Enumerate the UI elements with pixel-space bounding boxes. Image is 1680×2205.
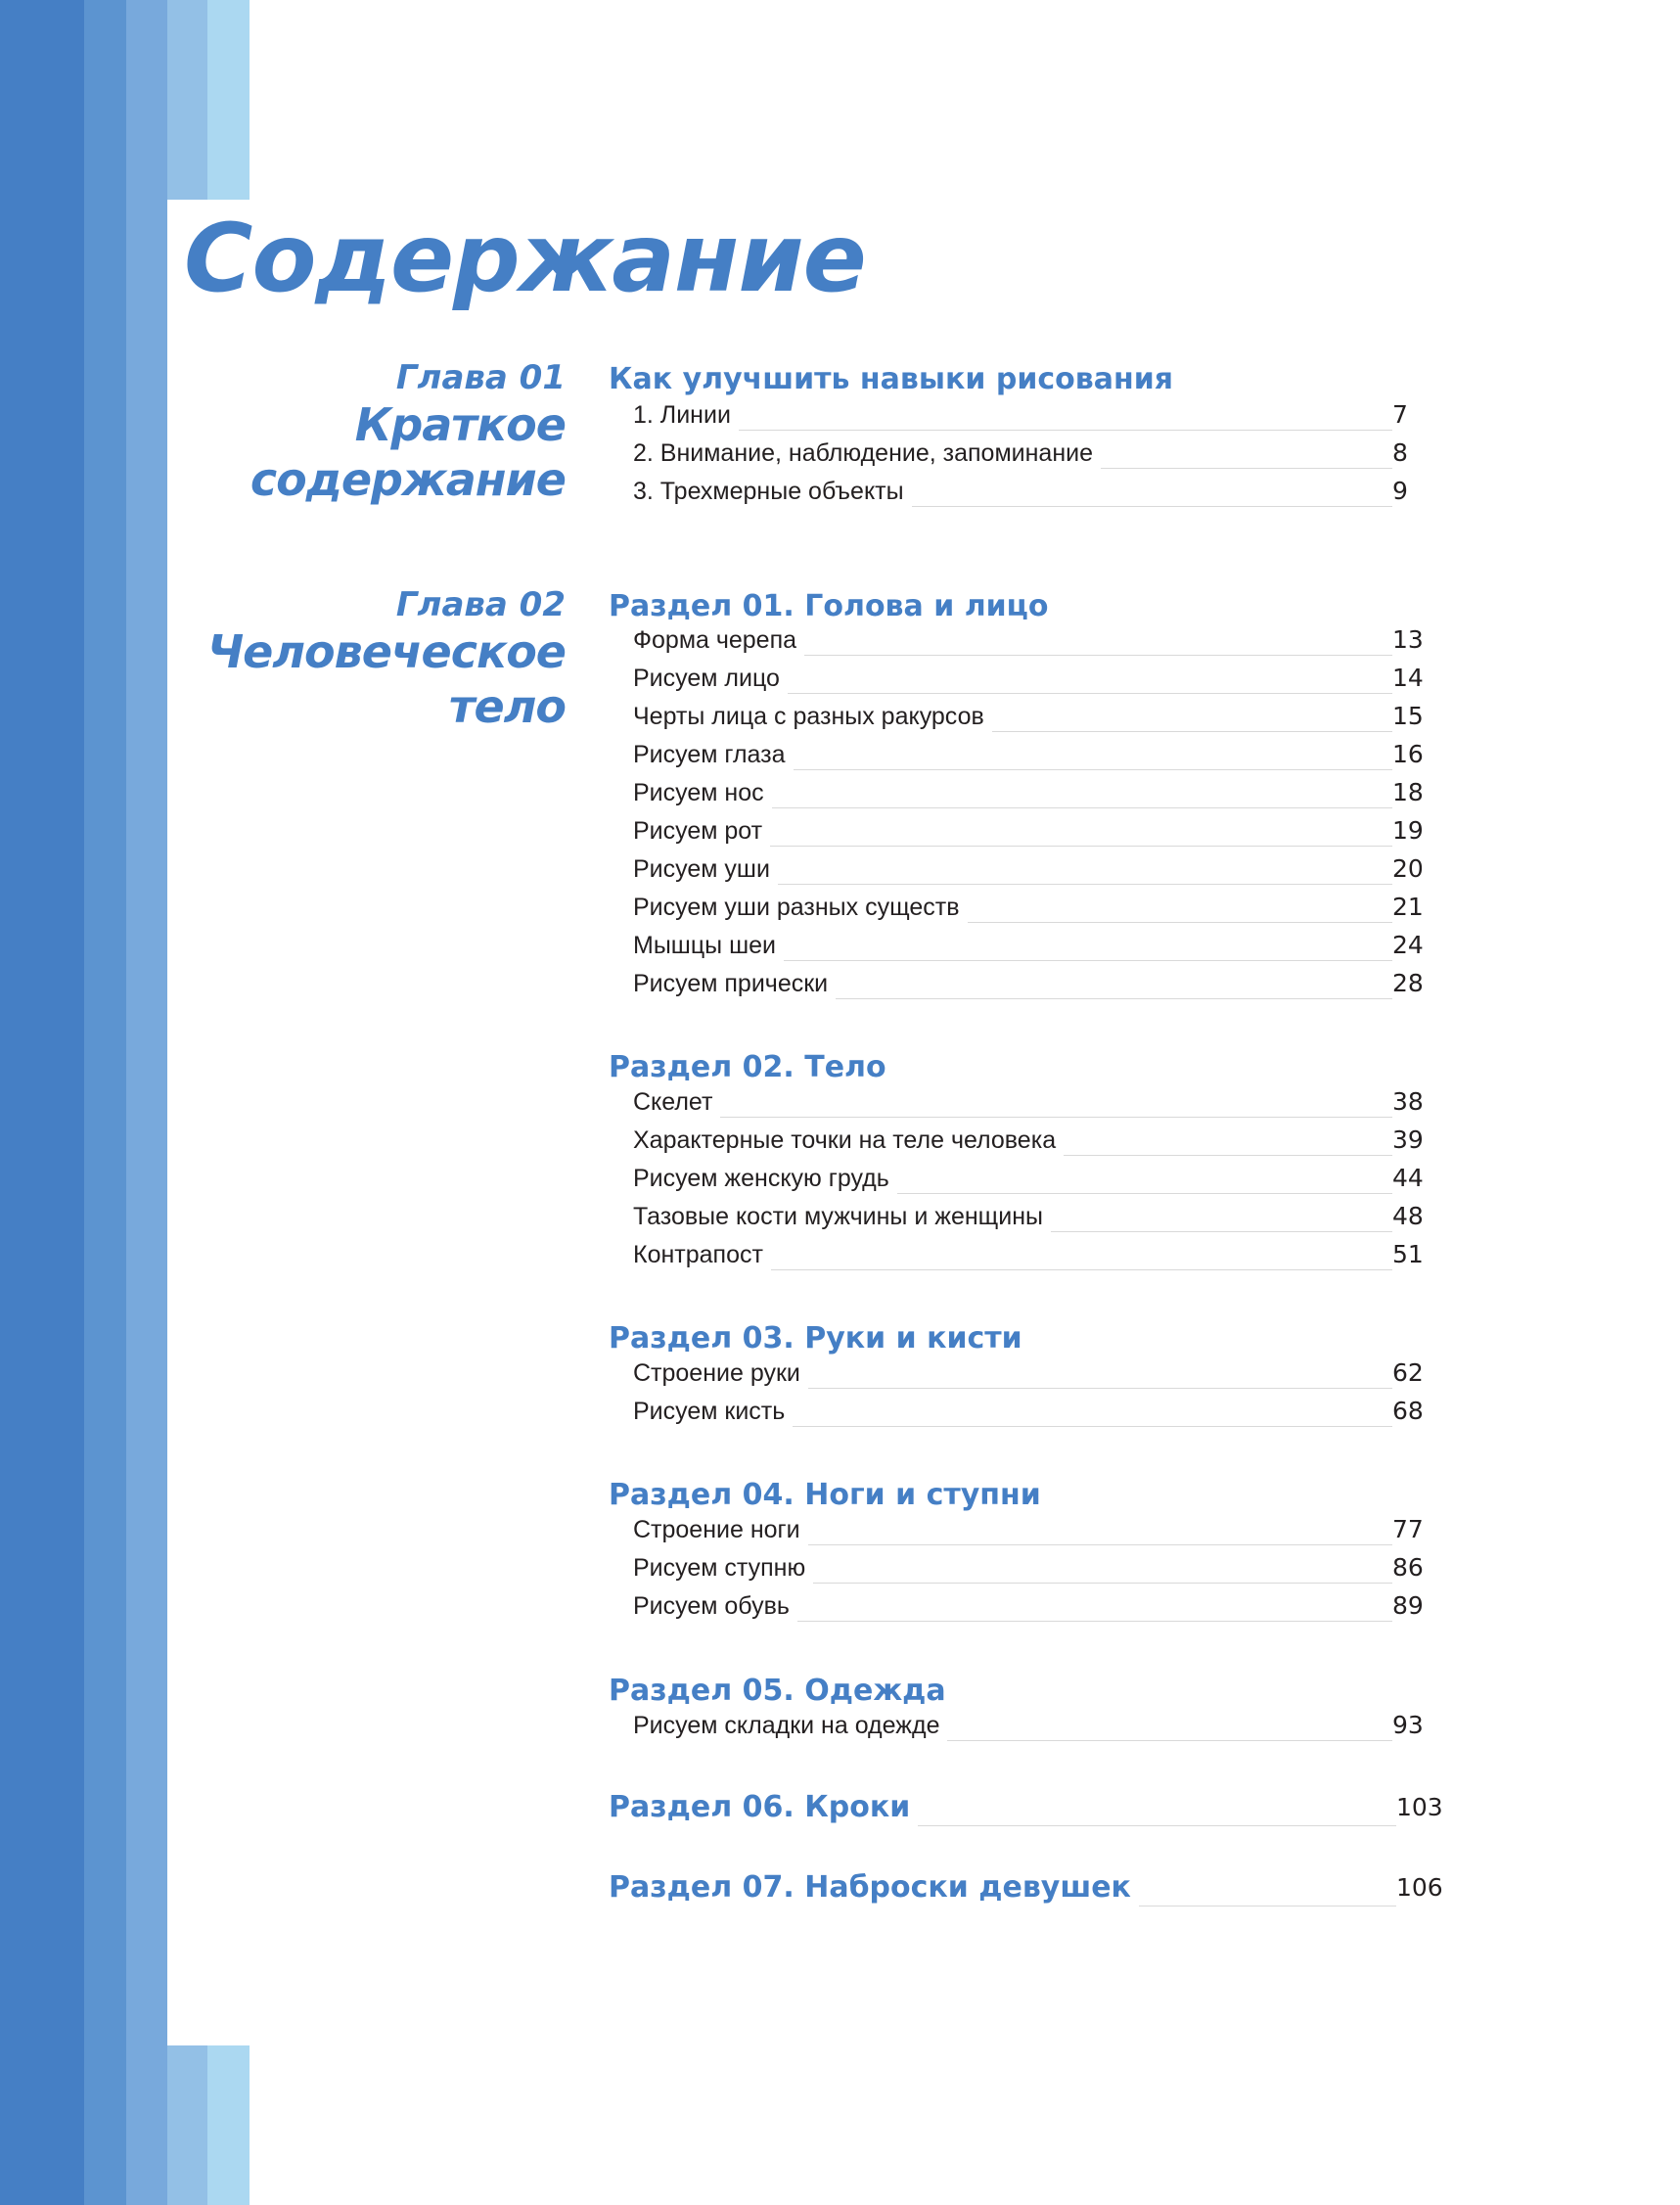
toc-entry-page: 20 xyxy=(1392,854,1424,883)
toc-entry-label: 2. Внимание, наблюдение, запоминание xyxy=(633,436,1101,470)
section-title: Раздел 02. Тело xyxy=(609,1050,886,1084)
toc-entry-page: 38 xyxy=(1392,1087,1424,1116)
chapter-name-line1: Человеческое xyxy=(206,625,566,678)
toc-entry-label: Контрапост xyxy=(633,1238,771,1271)
toc-entry[interactable] xyxy=(633,1395,1435,1432)
toc-entry[interactable] xyxy=(633,1513,1435,1550)
section-title: Раздел 01. Голова и лицо xyxy=(609,589,1049,623)
toc-entry-label: Тазовые кости мужчины и женщины xyxy=(633,1200,1051,1233)
section-title: Раздел 05. Одежда xyxy=(609,1674,946,1708)
toc-section-entry[interactable] xyxy=(609,1869,1455,1910)
toc-entry-label: Рисуем женскую грудь xyxy=(633,1162,897,1195)
toc-entry[interactable] xyxy=(633,1085,1435,1123)
toc-entry[interactable] xyxy=(633,1124,1435,1161)
toc-entry-page: 51 xyxy=(1392,1240,1424,1268)
toc-entry-page: 28 xyxy=(1392,969,1424,997)
toc-entry[interactable] xyxy=(633,814,1435,851)
toc-entry-label: Строение руки xyxy=(633,1356,808,1390)
toc-entry[interactable] xyxy=(633,436,1416,474)
toc-entry-page: 103 xyxy=(1396,1793,1443,1821)
toc-entry[interactable] xyxy=(633,1200,1435,1237)
toc-entry-page: 89 xyxy=(1392,1591,1424,1620)
section-title: Раздел 03. Руки и кисти xyxy=(609,1321,1022,1355)
chapter-name-line1: Краткое xyxy=(354,398,566,451)
toc-entry-label: Рисуем рот xyxy=(633,814,770,848)
section-title: Раздел 06. Кроки xyxy=(609,1789,918,1826)
toc-entry-page: 7 xyxy=(1392,400,1408,429)
toc-entry-page: 44 xyxy=(1392,1164,1424,1192)
toc-entry-label: Скелет xyxy=(633,1085,720,1119)
toc-entry-label: Мышцы шеи xyxy=(633,929,784,962)
toc-section-entry[interactable] xyxy=(609,1789,1455,1830)
toc-entry[interactable] xyxy=(633,891,1435,928)
toc-entry-label: Рисуем кисть xyxy=(633,1395,793,1428)
toc-entry-page: 93 xyxy=(1392,1711,1424,1739)
toc-entry[interactable] xyxy=(633,776,1435,813)
toc-entry[interactable] xyxy=(633,1709,1435,1746)
toc-entry-label: Рисуем уши xyxy=(633,852,778,886)
toc-entry-label: Характерные точки на теле человека xyxy=(633,1124,1064,1157)
toc-entry[interactable] xyxy=(633,1356,1435,1394)
toc-entry-label: Рисуем обувь xyxy=(633,1589,797,1623)
side-stripe-2 xyxy=(84,0,126,2205)
toc-entry[interactable] xyxy=(633,1162,1435,1199)
chapter-number: Глава 02 xyxy=(395,585,566,624)
toc-entry[interactable] xyxy=(633,738,1435,775)
toc-entry[interactable] xyxy=(633,475,1416,512)
page-title: Содержание xyxy=(184,204,866,313)
toc-entry-label: Рисуем нос xyxy=(633,776,772,809)
toc-entry[interactable] xyxy=(633,929,1435,966)
section-title: Раздел 07. Наброски девушек xyxy=(609,1869,1139,1906)
toc-entry-label: Рисуем прически xyxy=(633,967,836,1000)
chapter-name-line2: содержание xyxy=(250,453,566,506)
toc-leader-line xyxy=(633,430,1392,431)
toc-entry-page: 15 xyxy=(1392,702,1424,730)
toc-entry-page: 21 xyxy=(1392,893,1424,921)
toc-entry-page: 19 xyxy=(1392,816,1424,845)
toc-entry[interactable] xyxy=(633,1238,1435,1275)
chapter-number: Глава 01 xyxy=(395,358,566,397)
toc-entry-label: Строение ноги xyxy=(633,1513,808,1546)
toc-entry-label: Рисуем ступню xyxy=(633,1551,813,1585)
toc-entry-page: 48 xyxy=(1392,1202,1424,1230)
toc-leader-line xyxy=(633,1117,1392,1118)
toc-entry-page: 86 xyxy=(1392,1553,1424,1582)
toc-entry-page: 13 xyxy=(1392,625,1424,654)
chapter-name-line2: тело xyxy=(448,680,566,733)
toc-entry[interactable] xyxy=(633,398,1416,436)
toc-entry-page: 77 xyxy=(1392,1515,1424,1543)
toc-entry-page: 24 xyxy=(1392,931,1424,959)
toc-entry-page: 9 xyxy=(1392,477,1408,505)
toc-entry-label: Черты лица с разных ракурсов xyxy=(633,700,992,733)
toc-entry-page: 39 xyxy=(1392,1125,1424,1154)
toc-entry-label: Рисуем складки на одежде xyxy=(633,1709,947,1742)
toc-entry-label: 1. Линии xyxy=(633,398,739,432)
chapter-02-heading xyxy=(207,585,566,734)
toc-entry-page: 8 xyxy=(1392,438,1408,467)
toc-entry-page: 106 xyxy=(1396,1873,1443,1902)
toc-entry-label: Рисуем лицо xyxy=(633,662,788,695)
toc-entry-label: Рисуем глаза xyxy=(633,738,794,771)
toc-entry-page: 18 xyxy=(1392,778,1424,806)
toc-entry[interactable] xyxy=(633,967,1435,1004)
side-stripe-3 xyxy=(126,0,167,2205)
toc-entry-page: 14 xyxy=(1392,664,1424,692)
toc-entry[interactable] xyxy=(633,700,1435,737)
toc-entry[interactable] xyxy=(633,662,1435,699)
toc-entry-label: Форма черепа xyxy=(633,623,804,657)
toc-entry-page: 62 xyxy=(1392,1358,1424,1387)
section-title: Как улучшить навыки рисования xyxy=(609,362,1173,396)
toc-entry[interactable] xyxy=(633,1589,1435,1627)
toc-entry-page: 16 xyxy=(1392,740,1424,768)
section-title: Раздел 04. Ноги и ступни xyxy=(609,1478,1041,1512)
chapter-01-heading xyxy=(250,358,566,507)
toc-entry[interactable] xyxy=(633,1551,1435,1588)
toc-entry[interactable] xyxy=(633,623,1435,661)
toc-entry-page: 68 xyxy=(1392,1397,1424,1425)
side-stripe-1 xyxy=(0,0,84,2205)
toc-entry-label: Рисуем уши разных существ xyxy=(633,891,968,924)
toc-entry[interactable] xyxy=(633,852,1435,890)
toc-entry-label: 3. Трехмерные объекты xyxy=(633,475,912,508)
